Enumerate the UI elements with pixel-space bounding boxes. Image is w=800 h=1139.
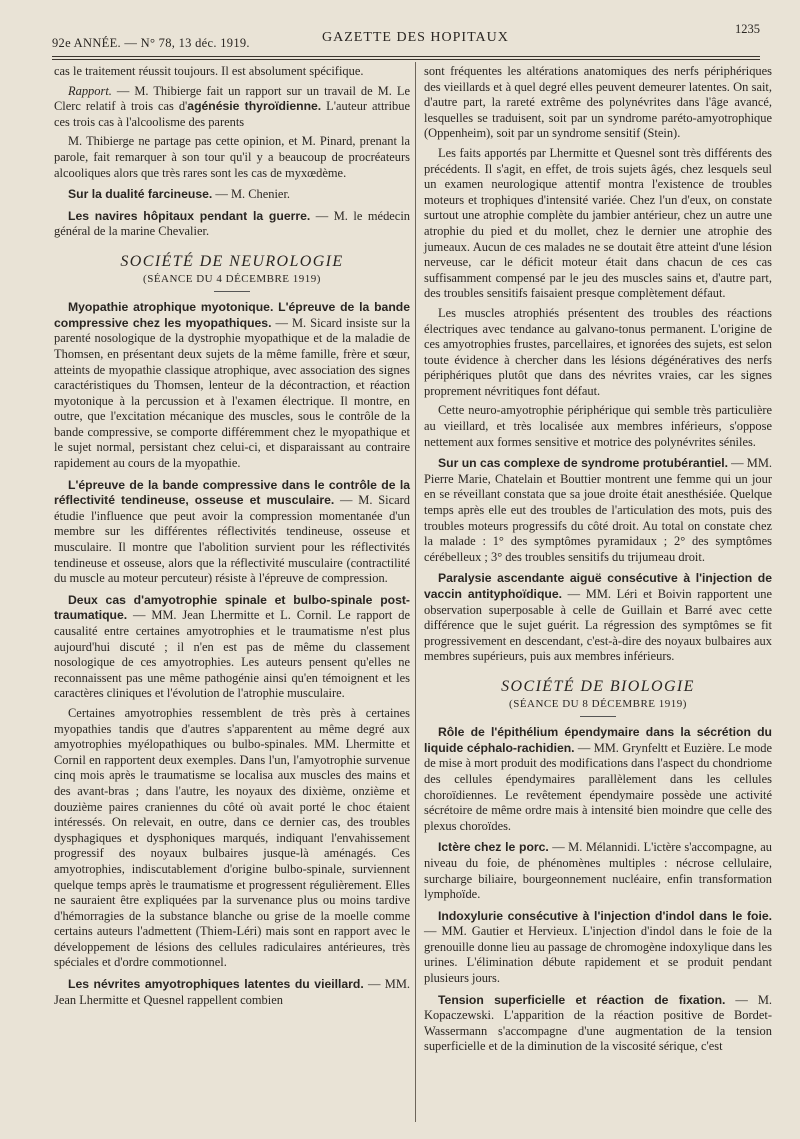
paragraph: sont fréquentes les altérations anatomiques des nerfs périphériques des vieillards et à quel degré elles peuvent demeurer latentes. On sait, d'autre part, la rareté extrême des polynévrites dans l'âge avancé, lesquelles se traduisent, soit par un syndrome paréto-amyotrophique (Oppenheim), soit par un syndrome sensitif (Stein). — [424, 64, 772, 141]
protuberantiel-entry — [424, 456, 772, 565]
paragraph: cas le traitement réussit toujours. Il est absolument spécifique. — [54, 64, 364, 78]
amyotrophie-title: Deux cas d'amyotrophie spinale et bulbo-spinale post-traumatique. — [54, 592, 410, 623]
epreuve-title: L'épreuve de la bande compressive dans le contrôle de la réflectivité tendineuse, osseuse et musculaire. — [54, 477, 410, 508]
amyotrophie-entry — [54, 593, 410, 702]
ictere-title: Ictère chez le porc. — [438, 840, 549, 855]
indoxylurie-text: — MM. Gautier et Hervieux. L'injection d'indol dans le foie de la grenouille donne lieu au passage de chromogène indoxylique dans les urines. L'élimination débute rapidement et se produit pendant plusieurs jours. — [424, 924, 772, 986]
role-text: — MM. Grynfeltt et Euzière. Le mode de mise à mort produit des modifications dans l'aspect du chondriome des cellules épendymaires parallèlement dans les cellules choroïdiennes. Le revêtement épendymaire possède une activité sécrétoire de même ordre mais à intensité bien moindre que celle des plexus choroïdes. — [424, 740, 772, 833]
protuberantiel-title: Sur un cas complexe de syndrome protubérantiel. — [438, 456, 729, 471]
separator — [580, 716, 616, 717]
page-header — [52, 22, 760, 48]
rapport-text: — M. Thibierge fait un rapport sur un travail de M. Le Clerc relatif à trois cas d' — [54, 83, 410, 114]
navires-title: Les navires hôpitaux pendant la guerre. — [68, 208, 311, 223]
left-column — [54, 64, 410, 1012]
session-date: (SÉANCE DU 4 DÉCEMBRE 1919) — [143, 272, 321, 285]
issue-info: 92e ANNÉE. — N° 78, 13 déc. 1919. — [52, 36, 250, 50]
tension-entry — [424, 993, 772, 1055]
paragraph: Certaines amyotrophies ressemblent de très près à certaines myopathies tandis que d'autres s'apparentent au même degré aux amyotrophies myélopathiques ou bulbo-spinales. MM. Lhermitte et Cornil en rapportent deux exemples. Dans l'un, l'amyotrophie survenue cinq mois après le traumatisme se localisa aux muscles des mains et des avant-bras ; dans l'autre, les noyaux des dixième, onzième et douzième paires craniennes du côté où avait porté le choc étaient intéressés. On relevait, en outre, dans ce dernier cas, des troubles dysphagiques et dysphoniques marqués, indiquant l'envahissement progressif des noyaux bulbaires jusque-là aménagés. Ces amyotrophies, indiscutablement d'origine bulbo-spinale, surviennent quelque temps après le traumatisme et progressent régulièrement. Elles ne sauraient être expliquées par la survenance plus ou moins tardive d'hémorragies de la substance blanche ou grise de la moelle comme certains auteurs l'admettent (Thiem-Léri) mais sont en rapport avec le développement de lésions des cellules radiculaires antérieures, très spéciales et d'ordre commotionnel. — [54, 705, 410, 970]
nevrites-title: Les névrites amyotrophiques latentes du vieillard. — [68, 977, 364, 992]
rapport-paragraph — [54, 84, 410, 131]
column-divider — [415, 62, 416, 1122]
nevrites-entry — [54, 977, 410, 1008]
epreuve-entry — [54, 478, 410, 587]
nevrites-text: — MM. Jean Lhermitte et Quesnel rappellent combien — [54, 977, 410, 1007]
journal-title: GAZETTE DES HOPITAUX — [322, 30, 509, 45]
society-heading: SOCIÉTÉ DE BIOLOGIE — [501, 677, 695, 695]
dualite-rest: — M. Chenier. — [212, 187, 291, 202]
session-date: (SÉANCE DU 8 DÉCEMBRE 1919) — [509, 697, 687, 710]
paralysie-entry — [424, 571, 772, 665]
rapport-bold: agénésie thyroïdienne. — [187, 99, 322, 114]
amyotrophie-text: — MM. Jean Lhermitte et L. Cornil. Le rapport de causalité entre certaines amyotrophies et le traumatisme n'est plus aujourd'hui discuté ; il n'en est pas de même du classement nosologique de ces amyotrophies. Les auteurs pensent qu'elles ne reconnaissent pas une même pathogénie ainsi qu'en témoignent et les caractères cliniques et l'évolution de l'atrophie musculaire. — [54, 608, 410, 701]
paralysie-text: — MM. Léri et Boivin rapportent une observation superposable à celle de Guillain et Barré avec cette différence que le sujet guérit. La régression des symptômes se fit progressivement en descendant, c'est-à-dire des noyaux bulbaires aux membres supérieurs, puis aux membres inférieurs. — [424, 587, 772, 664]
epreuve-text: — M. Sicard étudie l'influence que peut avoir la compression momentanée d'un membre sur les différentes réflectivités tendineuse, osseuse et musculaire. Il montre que l'abolition survient pour les réflectivités tendineuse et osseuse, alors que la réflectivité musculaire (contractilité du muscle au moteur percuteur) résiste à l'épreuve de compression. — [54, 493, 410, 586]
society-heading: SOCIÉTÉ DE NEUROLOGIE — [120, 252, 344, 270]
paralysie-title: Paralysie ascendante aiguë consécutive à l'injection de vaccin antityphoïdique. — [424, 571, 772, 601]
protuberantiel-text: — MM. Pierre Marie, Chatelain et Bouttier montrent une femme qui un jour en se réveillant constata que sa joue droite était anesthésiée. Quelque temps après elle eut des troubles de l'articulation des mots, puis des troubles moteurs progressifs du côté droit. Au total on constate chez la malade : 1° des symptômes pyramidaux ; 2° des symptômes cérébelleux ; 3° des troubles sensitifs du trijumeau droit. — [424, 456, 772, 564]
myopathie-title: Myopathie atrophique myotonique. L'épreuve de la bande compressive chez les myopathiques. — [54, 300, 410, 330]
navires-entry — [54, 209, 410, 240]
ictere-text: — M. Mélannidi. L'ictère s'accompagne, au niveau du foie, de phénomènes multiples : nécrose cellulaire, surcharge biliaire, bourgeonnement nucléaire, enfin transformation lymphoïde. — [424, 840, 772, 902]
paragraph: Les muscles atrophiés présentent des troubles des réactions électriques avec tendance au galvano-tonus permanent. L'origine de ces amyotrophies frustes, parcellaires, et ignorées des sujets, est selon toute évidence à chercher dans les lésions dégénératives des nerfs périphériques plutôt que dans des névrites vraies, car les signes proprement névritiques font défaut. — [424, 305, 772, 398]
dualite-entry — [54, 187, 410, 203]
ictere-entry — [424, 840, 772, 902]
dualite-title: Sur la dualité farcineuse. — [68, 187, 213, 202]
tension-text: — M. Kopaczewski. L'apparition de la réaction positive de Bordet-Wassermann s'accompagne d'une augmentation de la tension superficielle et de la diminution de la viscosité sérique, c'est — [424, 992, 773, 1054]
navires-rest: — M. le médecin général de la marine Chevalier. — [54, 208, 410, 239]
separator — [214, 291, 250, 292]
paragraph: Les faits apportés par Lhermitte et Quesnel sont très différents des précédents. Il s'agit, en effet, de trois sujets âgés, chez lesquels seul un examen neurologique attentif montra l'existence de troubles moteurs et trophiques d'intensité variée. Chez l'un d'eux, on constate surtout une atrophie complète du jambier antérieur, chez un autre une atrophie du pied et du mollet, chez le dernier une atrophie des jumeaux. Aucun de ces malades ne se doutait être atteint d'une lésion nerveuse, car le déficit moteur était dans chacun de ces cas suffisamment compensé par le jeu des muscles sains et, d'autre part, des troubles sensitifs faisaient presque complètement défaut. — [424, 145, 772, 301]
rapport-rest: L'auteur attribue ces trois cas à l'alcoolisme des parents — [54, 99, 410, 129]
paragraph: Cette neuro-amyotrophie périphérique qui semble très particulière au vieillard, et très localisée aux membres inférieurs, s'oppose nettement aux formes sensitive et motrice des polynévrites séniles. — [424, 403, 772, 449]
page-number: 1235 — [735, 22, 760, 36]
myopathie-text: — M. Sicard insiste sur la parenté nosologique de la dystrophie myopathique et de la maladie de Thomsen, en présentant deux sujets de la même famille, frère et sœur, atteints de myopathie classique atrophique, avec association des signes caractéristiques du Thomsen, lenteur de la décontraction, et réaction myotonique à la percussion et à l'examen électrique. Il montre, en outre, que l'excitation mécanique des muscles, sous le contrôle de la bande compressive, se comporte différemment chez le myopathique et le sujet normal, persistant chez celui-ci, et disparaissant au contraire rapidement au cours de la myopathie. — [54, 315, 410, 471]
header-rule — [52, 56, 760, 60]
rapport-label: Rapport. — [68, 83, 112, 98]
myopathie-entry — [54, 300, 410, 472]
role-entry — [424, 725, 772, 834]
indoxylurie-entry — [424, 909, 772, 987]
paragraph: M. Thibierge ne partage pas cette opinion, et M. Pinard, prenant la parole, fait remarquer à son tour qu'il y a beaucoup de procréateurs alcooliques alors que très rares sont les cas de myxœdème. — [54, 134, 410, 180]
tension-title: Tension superficielle et réaction de fixation. — [438, 992, 726, 1007]
role-title: Rôle de l'épithélium épendymaire dans la sécrétion du liquide céphalo-rachidien. — [424, 725, 772, 755]
indoxylurie-title: Indoxylurie consécutive à l'injection d'indol dans le foie. — [438, 908, 772, 923]
right-column — [424, 64, 772, 1059]
